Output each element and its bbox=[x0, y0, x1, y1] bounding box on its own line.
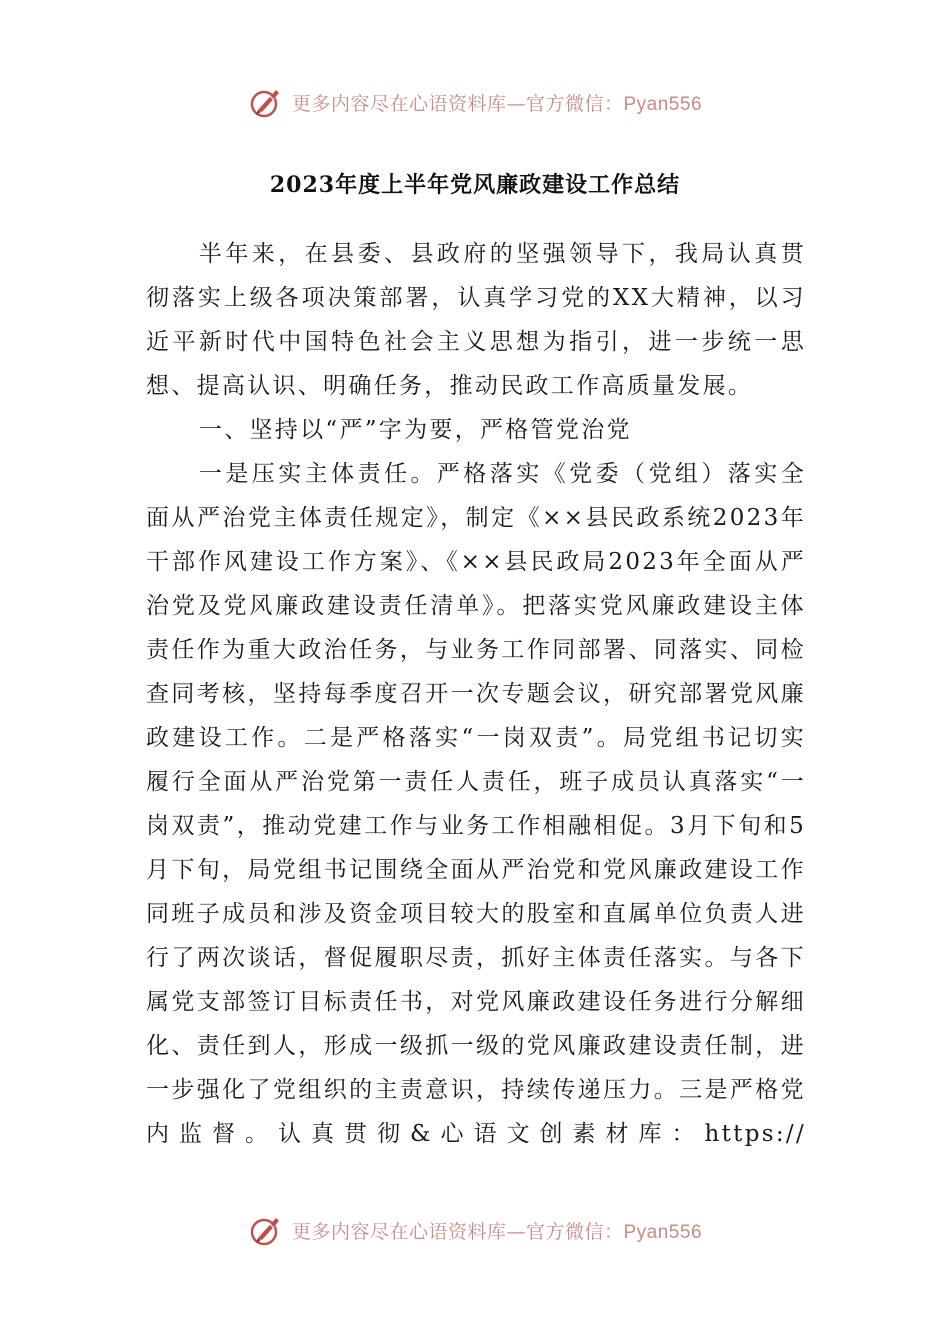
document-title: 2023年度上半年党风廉政建设工作总结 bbox=[269, 172, 681, 198]
quill-logo-icon bbox=[248, 1212, 284, 1248]
banner-text: 更多内容尽在心语资料库—官方微信：Pyan556 bbox=[291, 92, 703, 115]
header-banner bbox=[0, 80, 950, 124]
document-body bbox=[146, 232, 806, 1156]
section-heading: 一、坚持以“严”字为要，严格管党治党 bbox=[198, 417, 632, 443]
quill-logo-icon bbox=[248, 84, 284, 120]
footer-banner bbox=[0, 1208, 950, 1252]
wechat-id: Pyan556 bbox=[623, 93, 703, 115]
banner-text: 更多内容尽在心语资料库—官方微信：Pyan556 bbox=[291, 1220, 703, 1243]
paragraph-intro: 半年来，在县委、县政府的坚强领导下，我局认真贯彻落实上级各项决策部署，认真学习党的XX大精神，以习近平新时代中国特色社会主义思想为指引，进一步统一思想、提高认识、明确任务，推动民政工作高质量发展。 bbox=[146, 241, 806, 399]
paragraph-responsibility: 一是压实主体责任。严格落实《党委（党组）落实全面从严治党主体责任规定》，制定《××县民政系统2023年干部作风建设工作方案》、《××县民政局2023年全面从严治党及党风廉政建设责任清单》。把落实党风廉政建设主体责任作为重大政治任务，与业务工作同部署、同落实、同检查同考核，坚持每季度召开一次专题会议，研究部署党风廉政建设工作。二是严格落实“一岗双责”。局党组书记切实履行全面从严治党第一责任人责任，班子成员认真落实“一岗双责”，推动党建工作与业务工作相融相促。3月下旬和5月下旬，局党组书记围绕全面从严治党和党风廉政建设工作同班子成员和涉及资金项目较大的股室和直属单位负责人进行了两次谈话，督促履职尽责，抓好主体责任落实。与各下属党支部签订目标责任书，对党风廉政建设任务进行分解细化、责任到人，形成一级抓一级的党风廉政建设责任制，进一步强化了党组织的主责意识，持续传递压力。三是严格党内监督。认真贯彻&心语文创素材库：https:// bbox=[146, 461, 806, 1147]
wechat-id: Pyan556 bbox=[623, 1221, 703, 1243]
